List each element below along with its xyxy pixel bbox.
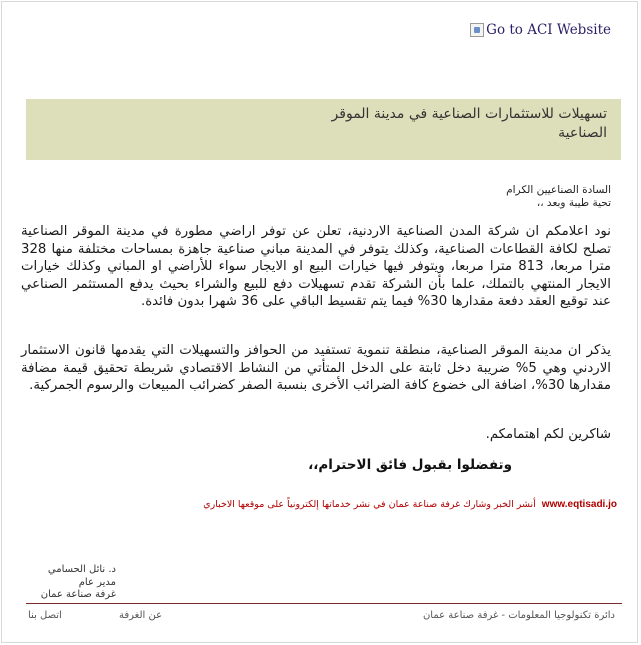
banner-title: تسهيلات للاستثمارات الصناعية في مدينة الموقر الصناعية (331, 106, 607, 141)
logo-alt-text: Go to ACI Website (486, 22, 611, 38)
paragraph-1: نود اعلامكم ان شركة المدن الصناعية الاردنية، تعلن عن توفر اراضي مطورة في مدينة الموقر الصناعية تصلح لكافة القطاعات الصناعية، وكذلك يتوفر في المدينة مباني صناعية جاهزة بمساحات مختلفة منها 328 مترا مربعا، 813 مترا مربعا، ويتوفر فيها خيارات البيع او الايجار سواء للأراضي او المباني وكذلك خيارات الايجار المنتهي بالتملك، علما بأن الشركة تقدم تسهيلات دفع للبيع والشراء بحيث يدفع المستثمر الصناعي عند توقيع العقد دفعة مقدارها 30% فيما يتم تقسيط الباقي على 36 شهرا بدون فائدة. (21, 224, 611, 310)
footer-department: دائرة تكنولوجيا المعلومات - غرفة صناعة عمان (422, 610, 615, 621)
signature-block (26, 564, 116, 602)
paragraph-2: يذكر ان مدينة الموقر الصناعية، منطقة تنموية تستفيد من الحوافز والتسهيلات التي يقدمها قانون الاستثمار الاردني وهي 5% ضريبة دخل ثابتة على الدخل المتأتي من النشاط الاقتصادي شريطة تحقيق قيمة مضافة مقدارها 30%، اضافة الى خضوع كافة الضرائب الأخرى بنسبة الصفر كضرائب المبيعات والرسوم الجمركية. (21, 343, 612, 394)
about-chamber-link[interactable]: عن الغرفة (119, 610, 163, 621)
promo-text: أنشر الخبر وشارك غرفة صناعة عمان في نشر خدماتها إلكترونياً على موقعها الاخباري (203, 499, 536, 510)
closing-line: وتفضلوا بقبول فائق الاحترام،، (308, 457, 512, 473)
signature-org: غرفة صناعة عمان (40, 589, 116, 600)
email-frame (1, 1, 638, 643)
title-banner (26, 99, 621, 160)
salutation-line-2: تحية طيبة وبعد ،، (536, 197, 611, 209)
eqtisadi-link[interactable]: www.eqtisadi.jo (541, 499, 617, 510)
promo-line (203, 499, 617, 510)
salutation (506, 184, 611, 210)
signature-name: د. نائل الحسامي (47, 564, 116, 575)
paragraph-3: شاكرين لكم اهتمامكم. (485, 427, 611, 442)
signature-title: مدير عام (78, 576, 116, 588)
salutation-line-1: السادة الصناعيين الكرام (506, 184, 611, 196)
broken-image-icon (470, 23, 484, 37)
footer-divider (26, 603, 622, 604)
aci-logo-link[interactable] (470, 22, 611, 38)
contact-us-link[interactable]: اتصل بنا (28, 610, 62, 621)
